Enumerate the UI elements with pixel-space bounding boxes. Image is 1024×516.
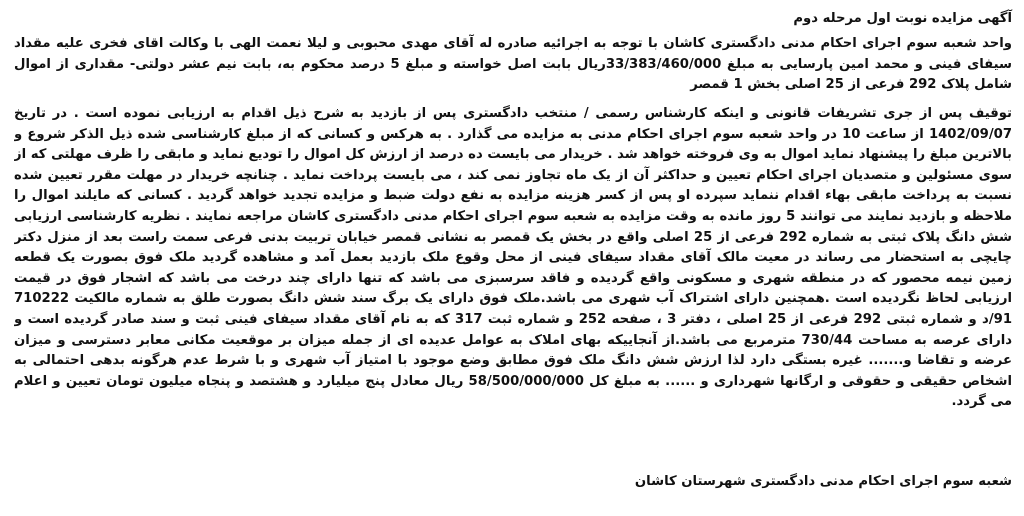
notice-title: آگهی مزایده نوبت اول مرحله دوم xyxy=(793,11,1012,26)
notice-body-paragraph: توقیف پس از جری تشریفات قانونی و اینکه کارشناس رسمی / منتخب دادگستری پس از بازدید به شرح ذیل اقدام به ارزیابی نموده است . در تاریخ 1402/09/07 از ساعت 10 در واحد شعبه سوم اجرای احکام مدنی به مزایده می گذارد . به هرکس و کسانی که از مبلغ کارشناسی شده ذیل الذکر شروع و بالاترین مبلغ را پیشنهاد نماید اموال به وی فروخته خواهد شد . خریدار می بایست ده درصد از ارزش کل اموال را تودیع نماید و مابقی را ظرف مهلتی که از سوی مسئولین و متصدیان اجرای احکام تعیین و حداکثر آن از یک ماه تجاوز نمی کند ، می بایست پرداخت نماید . چنانچه خریدار در مهلت مقرر تعیین شده نسبت به پرداخت مابقی بهاء اقدام ننماید سپرده او پس از کسر هزینه مزایده به نفع دولت ضبط و مزایده تجدید خواهد گردید . کسانی که مایلند اموال را ملاحظه و بازدید نمایند می توانند 5 روز مانده به وقت مزایده به شعبه سوم اجرای احکام مدنی دادگستری کاشان مراجعه نمایند . نظریه کارشناسی ارزیابی شش دانگ پلاک ثبتی به شماره 292 فرعی از 25 اصلی واقع در بخش یک قمصر به نشانی قمصر خیابان تربیت بدنی فرعی سمت راست بعد از منزل دکتر چایچی به استحضار می رساند در معیت مالک آقای مقداد سیفای فینی از محل وقوع ملک بازدید بعمل آمد و مشاهده گردید ملک فوق بصورت یک قطعه زمین نیمه محصور که در منطقه شهری و مسکونی واقع گردیده و فاقد سرسبزی می باشد که تنها دارای چند درخت می باشد که اشجار فوق در قیمت ارزیابی لحاظ نگردیده است .همچنین دارای اشتراک آب شهری می باشد.ملک فوق دارای یک برگ سند شش دانگ بصورت طلق به شماره مالکیت 710222 91/د و شماره ثبتی 292 فرعی از 25 اصلی ، دفتر 3 ، صفحه 252 و شماره ثبت 317 که به نام آقای مقداد سیفای فینی ثبت و سند صادر گردیده است و دارای عرصه به مساحت 730/44 مترمربع می باشد.از آنجاییکه بهای املاک به عوامل عدیده ای از جمله میزان بر موقعیت مکانی معابر دسترسی و میزان عرضه و تقاضا و....... غیره بستگی دارد لذا ارزش شش دانگ ملک فوق مطابق وضع موجود با امتیاز آب شهری و با شرط عدم هرگونه بدهی احتمالی به اشخاص حقیقی و حقوقی و ارگانها شهرداری و ...... به مبلغ کل 58/500/000/000 ریال معادل پنج میلیارد و هشتصد و پنجاه میلیون تومان تعیین و اعلام می گردد. xyxy=(14,106,1012,410)
notice-signature: شعبه سوم اجرای احکام مدنی دادگستری شهرستان کاشان xyxy=(634,474,1012,489)
notice-intro-paragraph: واحد شعبه سوم اجرای احکام مدنی دادگستری کاشان با توجه به اجرائیه صادره له آقای مهدی محبوبی و لیلا نعمت الهی با وکالت اقای فخری علیه مقداد سیفای فینی و محمد امین پارسایی به مبلغ 33/383/460/000ریال بابت اصل خواسته و مبلغ 5 درصد محکوم به، بابت نیم عشر دولتی- مقداری از اموال شامل پلاک 292 فرعی از 25 اصلی بخش 1 قمصر xyxy=(14,36,1012,93)
